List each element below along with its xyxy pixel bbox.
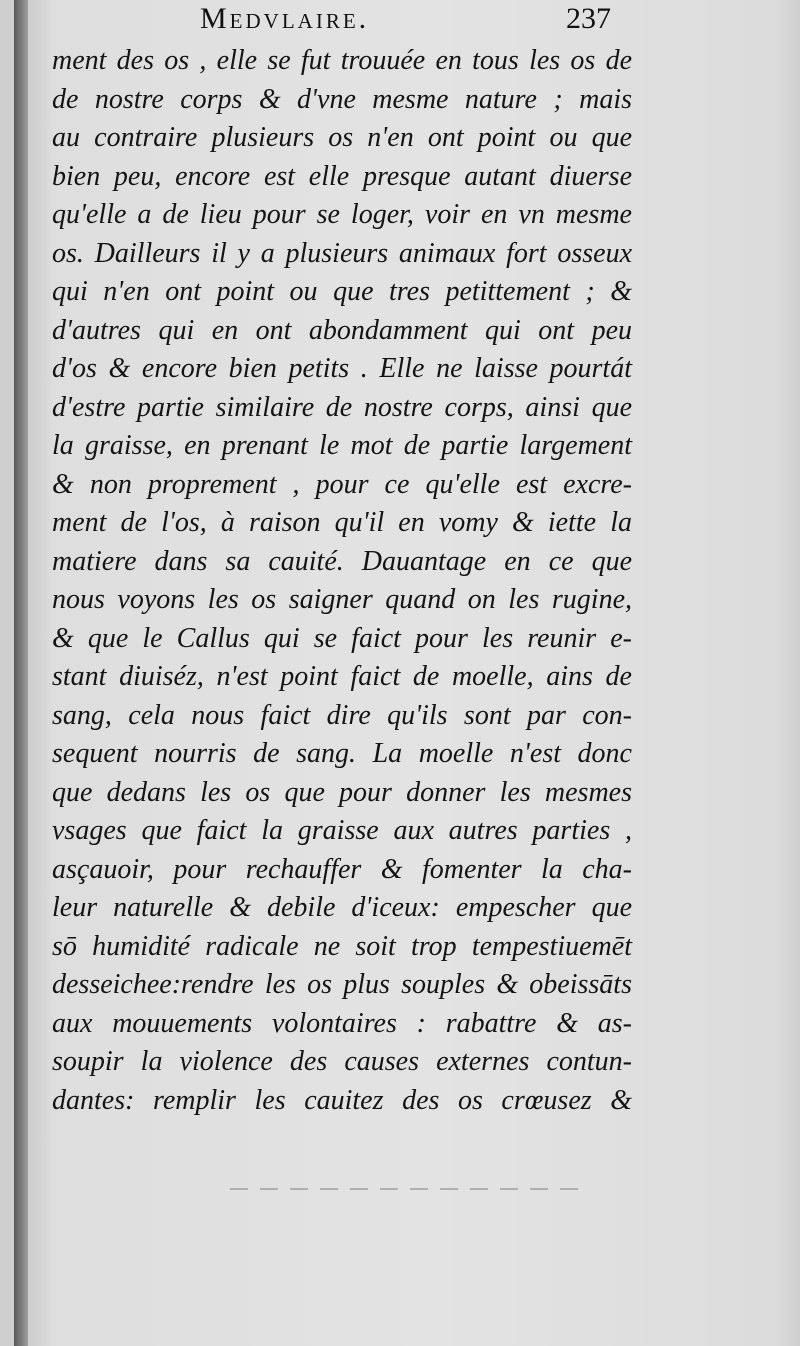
- running-head: [0, 0, 800, 44]
- text-line: sequent nourris de sang. La moelle n'est donc: [52, 738, 632, 769]
- text-line: que dedans les os que pour donner les mesmes: [52, 776, 632, 808]
- text-line: ment des os , elle se fut trouuée en tous les os de: [52, 45, 632, 76]
- text-line: dantes: remplir les cauitez des os crœusez &: [52, 1084, 632, 1116]
- text-line: & que le Callus qui se faict pour les reunir e-: [52, 622, 632, 654]
- text-line: bien peu, encore est elle presque autant diuerse: [52, 160, 632, 192]
- running-head-title: Medvlaire.: [200, 2, 370, 35]
- text-line: la graisse, en prenant le mot de partie largement: [52, 430, 632, 461]
- text-line: qu'elle a de lieu pour se loger, voir en vn mesme: [52, 199, 632, 230]
- text-line: asçauoir, pour rechauffer & fomenter la cha-: [52, 853, 632, 885]
- page-number: 237: [566, 2, 611, 35]
- text-line: de nostre corps & d'vne mesme nature ; mais: [52, 83, 632, 115]
- text-line: & non proprement , pour ce qu'elle est excre-: [52, 468, 632, 500]
- text-line: sang, cela nous faict dire qu'ils sont par con-: [52, 699, 632, 731]
- body-text: [52, 42, 632, 1120]
- text-line: os. Dailleurs il y a plusieurs animaux fort osseux: [52, 237, 632, 269]
- text-line: d'os & encore bien petits . Elle ne laisse pourtát: [52, 353, 632, 384]
- text-line: sō humidité radicale ne soit trop tempestiuemēt: [52, 930, 632, 962]
- text-line: stant diuiséz, n'est point faict de moelle, ains de: [52, 661, 632, 692]
- text-line: vsages que faict la graisse aux autres parties ,: [52, 815, 632, 846]
- text-line: soupir la violence des causes externes contun-: [52, 1046, 632, 1077]
- text-line: d'autres qui en ont abondamment qui ont peu: [52, 314, 632, 346]
- text-line: nous voyons les os saigner quand on les rugine,: [52, 584, 632, 615]
- text-line: au contraire plusieurs os n'en ont point ou que: [52, 122, 632, 153]
- gutter-shadow: [14, 0, 28, 1346]
- text-line: ment de l'os, à raison qu'il en vomy & iette la: [52, 507, 632, 538]
- text-line: desseichee:rendre les os plus souples & obeissāts: [52, 969, 632, 1000]
- faint-bottom-rule: [230, 1188, 580, 1190]
- text-line: d'estre partie similaire de nostre corps, ainsi que: [52, 391, 632, 423]
- text-line: matiere dans sa cauité. Dauantage en ce que: [52, 545, 632, 577]
- text-line: qui n'en ont point ou que tres petittement ; &: [52, 276, 632, 307]
- text-line: aux mouuements volontaires : rabattre & as-: [52, 1007, 632, 1039]
- text-line: leur naturelle & debile d'iceux: empescher que: [52, 892, 632, 923]
